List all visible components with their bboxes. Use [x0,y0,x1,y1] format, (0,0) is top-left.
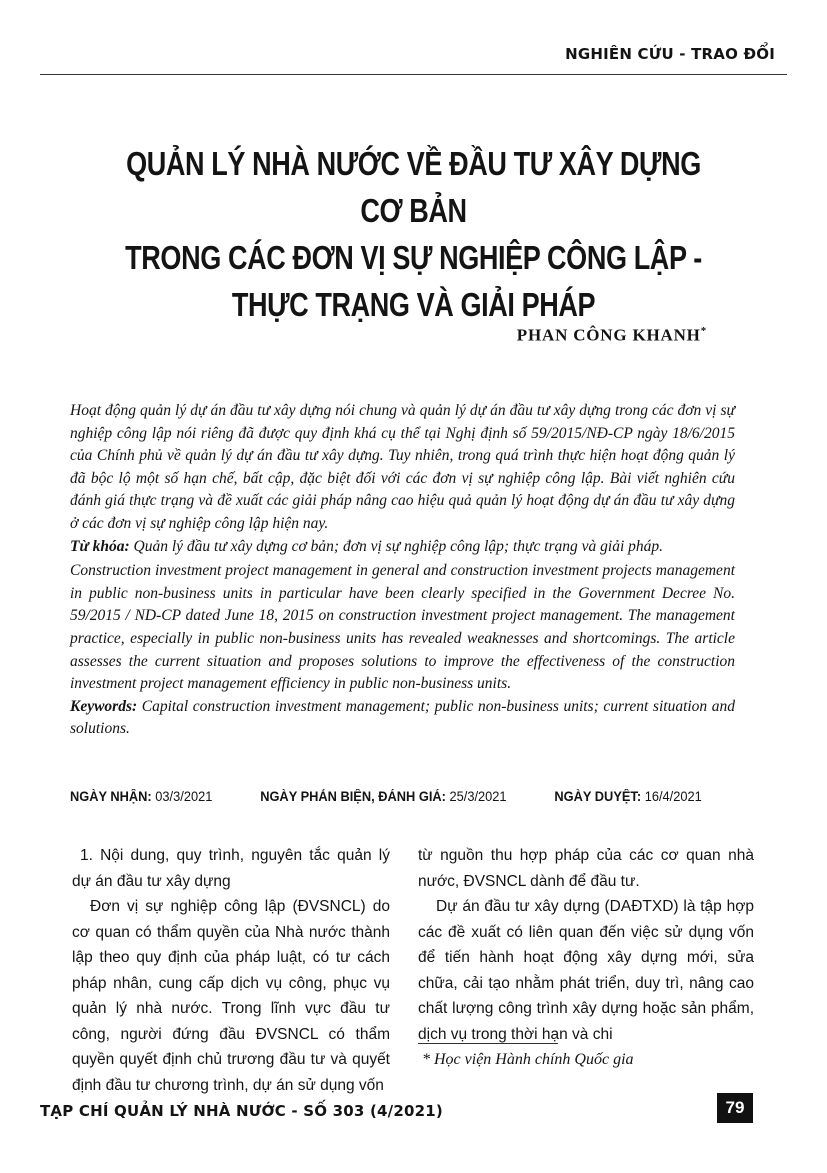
body-column-left [72,843,390,1098]
title-line: TRONG CÁC ĐƠN VỊ SỰ NGHIỆP CÔNG LẬP - [125,239,702,276]
keywords-label: Keywords: [70,697,138,715]
footnote-rule [418,1043,558,1044]
header-rule [40,74,787,75]
keywords-vietnamese [70,536,735,559]
page-number: 79 [717,1093,753,1123]
body-paragraph: Đơn vị sự nghiệp công lập (ĐVSNCL) do cơ quan có thẩm quyền của Nhà nước thành lập theo quy định của pháp luật, có tư cách pháp nhân, cung cấp dịch vụ công, phục vụ quản lý nhà nước. Trong lĩnh vực đầu tư công, người đứng đầu ĐVSNCL có thẩm quyền quyết định chủ trương đầu tư và quyết định đầu tư chương trình, dự án sử dụng vốn [72,898,390,1094]
keywords-text: Quản lý đầu tư xây dựng cơ bản; đơn vị sự nghiệp công lập; thực trạng và giải pháp. [129,537,664,555]
keywords-text: Capital construction investment management; public non-business units; current situation and solutions. [70,697,735,738]
author-text: PHAN CÔNG KHANH [516,325,701,345]
section-heading: 1. Nội dung, quy trình, nguyên tắc quản lý dự án đầu tư xây dựng [72,847,390,890]
body-paragraph-continued: từ nguồn thu hợp pháp của các cơ quan nhà nước, ĐVSNCL dành để đầu tư. [418,847,754,890]
author-name [517,325,707,346]
date-approved: NGÀY DUYỆT: 16/4/2021 [554,789,702,804]
section-label: NGHIÊN CỨU - TRAO ĐỔI [565,45,775,63]
author-affiliation-footnote: * Học viện Hành chính Quốc gia [422,1051,634,1068]
date-received: NGÀY NHẬN: 03/3/2021 [70,789,213,804]
title-line: QUẢN LÝ NHÀ NƯỚC VỀ ĐẦU TƯ XÂY DỰNG CƠ BẢN [126,145,701,229]
author-footnote-mark: * [700,325,707,337]
title-line: THỰC TRẠNG VÀ GIẢI PHÁP [231,286,596,323]
abstract [70,400,735,741]
article-title [107,140,720,328]
keywords-english [70,696,735,741]
abstract-vietnamese: Hoạt động quản lý dự án đầu tư xây dựng nói chung và quản lý dự án đầu tư xây dựng trong các đơn vị sự nghiệp công lập nói riêng đã được quy định khá cụ thể tại Nghị định số 59/2015/NĐ-CP ngày 18/6/2015 của Chính phủ về quản lý dự án đầu tư xây dựng. Tuy nhiên, trong quá trình thực hiện hoạt động quản lý đã bộc lộ một số hạn chế, bất cập, đặc biệt đối với các đơn vị sự nghiệp công lập. Bài viết nghiên cứu đánh giá thực trạng và đề xuất các giải pháp nâng cao hiệu quả quản lý hoạt động dự án đầu tư xây dựng ở các đơn vị sự nghiệp công lập hiện nay. [70,402,735,532]
keywords-label: Từ khóa: [70,537,130,555]
dates-row [70,789,702,804]
abstract-english: Construction investment project management in general and construction investment projects management in public non-business units in particular have been clearly specified in the Government Decree No. 59/2015 / ND-CP dated June 18, 2015 on construction investment project management. The management practice, especially in public non-business units has revealed weaknesses and shortcomings. The article assesses the current situation and proposes solutions to improve the effectiveness of the construction investment project management efficiency in public non-business units. [70,562,735,693]
body-paragraph: Dự án đầu tư xây dựng (DAĐTXD) là tập hợp các đề xuất có liên quan đến việc sử dụng vốn để tiến hành hoạt động xây dựng mới, sửa chữa, cải tạo nhằm phát triển, duy trì, nâng cao chất lượng công trình xây dựng hoặc sản phẩm, dịch vụ trong thời hạn và chi [418,898,754,1043]
journal-footer: TẠP CHÍ QUẢN LÝ NHÀ NƯỚC - SỐ 303 (4/2021) [40,1102,443,1120]
date-review: NGÀY PHẢN BIỆN, ĐÁNH GIÁ: 25/3/2021 [260,789,507,804]
body-column-right [418,843,754,1047]
